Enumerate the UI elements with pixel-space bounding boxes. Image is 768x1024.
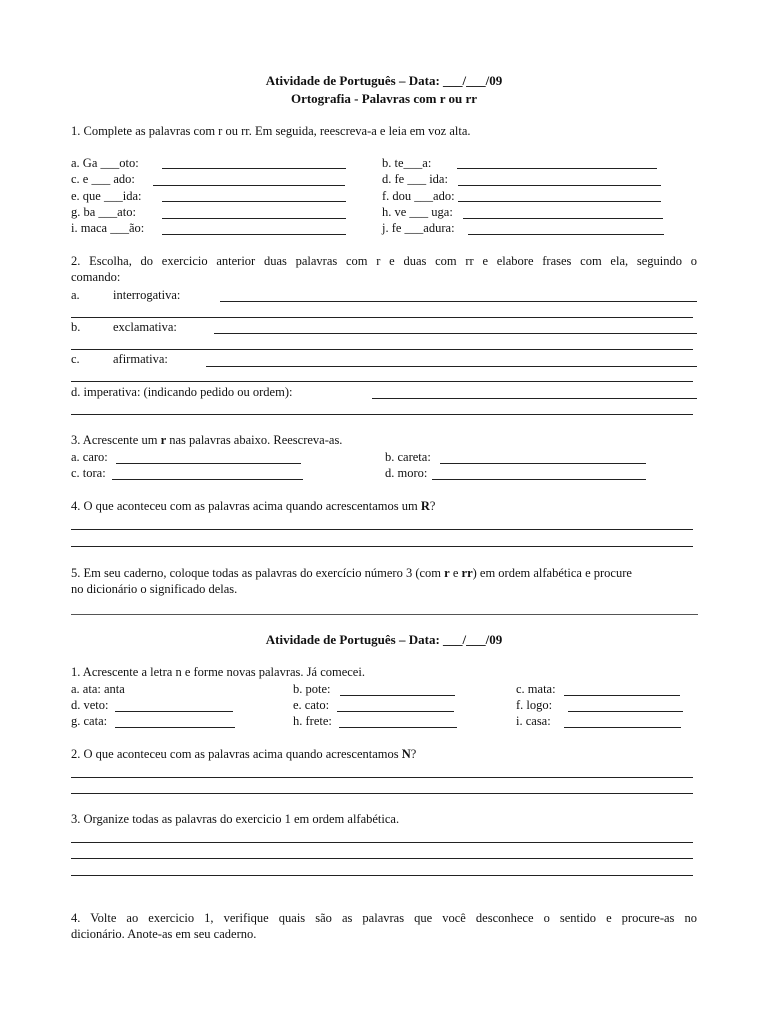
q3-answer-line-c[interactable]: [112, 479, 303, 480]
q2-prompt-line-1: 2. Escolha, do exercicio anterior duas palavras com r e duas com rr e elabore frases com ela, seguindo o: [71, 254, 697, 268]
s2-q1-item-e: e. cato:: [293, 698, 330, 712]
q1-answer-line-g[interactable]: [162, 218, 346, 219]
q2-c-answer-line[interactable]: [206, 366, 697, 367]
s2-q1-item-c: c. mata:: [516, 682, 556, 696]
q1-answer-line-c[interactable]: [153, 185, 345, 186]
s2-q1-item-a: a. ata: anta: [71, 682, 125, 696]
s2-q1-item-b: b. pote:: [293, 682, 331, 696]
s2-q3-answer-line-2[interactable]: [71, 858, 693, 859]
s2-q1-answer-line-b[interactable]: [340, 695, 455, 696]
q1-item-f: f. dou ___ado:: [382, 189, 455, 203]
q2-a-answer-line-2[interactable]: [71, 317, 693, 318]
q4-prompt-bold: R: [420, 499, 430, 513]
q2-c-letter: c.: [71, 352, 80, 366]
q1-answer-line-f[interactable]: [458, 201, 661, 202]
s2-q2-answer-line-1[interactable]: [71, 777, 693, 778]
q1-answer-line-e[interactable]: [162, 201, 346, 202]
s2-q2-prompt: [71, 747, 416, 762]
q5-prompt-line-2: no dicionário o significado delas.: [71, 582, 238, 596]
q2-prompt-line-2: comando:: [71, 270, 121, 284]
q4-prompt: [71, 499, 435, 514]
q1-item-i: i. maca ___ão:: [71, 221, 145, 235]
s2-q1-answer-line-c[interactable]: [564, 695, 680, 696]
q5-prompt-part-a: 5. Em seu caderno, coloque todas as palavras do exercício número 3 (com: [71, 566, 445, 580]
s2-q3-prompt: 3. Organize todas as palavras do exercicio 1 em ordem alfabética.: [71, 812, 400, 826]
q3-item-d: d. moro:: [385, 466, 428, 480]
q2-d-answer-line[interactable]: [372, 398, 697, 399]
s2-q1-answer-line-f[interactable]: [568, 711, 683, 712]
q1-item-e: e. que ___ida:: [71, 189, 142, 203]
s2-q4-prompt-line-2: dicionário. Anote-as em seu caderno.: [71, 927, 257, 941]
q3-item-a: a. caro:: [71, 450, 108, 464]
q3-prompt-end: nas palavras abaixo. Reescreva-as.: [166, 433, 343, 447]
q3-item-c: c. tora:: [71, 466, 106, 480]
sheet1-title: Atividade de Português – Data: ___/___/09: [265, 73, 503, 88]
sheet2-title: Atividade de Português – Data: ___/___/09: [265, 632, 503, 647]
q4-answer-line-2[interactable]: [71, 546, 693, 547]
s2-q4-prompt-line-1: 4. Volte ao exercicio 1, verifique quais são as palavras que você desconhece o sentido e procure-as no: [71, 911, 697, 925]
q1-answer-line-j[interactable]: [468, 234, 664, 235]
s2-q1-answer-line-e[interactable]: [337, 711, 454, 712]
q2-d-label: d. imperativa: (indicando pedido ou ordem):: [71, 385, 293, 399]
q1-item-j: j. fe ___adura:: [382, 221, 455, 235]
q1-answer-line-i[interactable]: [162, 234, 346, 235]
q4-prompt-end: ?: [429, 499, 436, 513]
q3-answer-line-b[interactable]: [440, 463, 646, 464]
q2-b-answer-line-2[interactable]: [71, 349, 693, 350]
s2-q2-prompt-start: 2. O que aconteceu com as palavras acima quando acrescentamos: [71, 747, 402, 761]
s2-q2-answer-line-2[interactable]: [71, 793, 693, 794]
q1-item-c: c. e ___ ado:: [71, 172, 135, 186]
s2-q1-prompt: 1. Acrescente a letra n e forme novas palavras. Já comecei.: [71, 665, 365, 679]
q1-item-b: b. te___a:: [382, 156, 432, 170]
q2-b-label: exclamativa:: [113, 320, 177, 334]
q4-prompt-start: 4. O que aconteceu com as palavras acima quando acrescentamos um: [71, 499, 421, 513]
q1-answer-line-h[interactable]: [463, 218, 663, 219]
q2-c-label: afirmativa:: [113, 352, 168, 366]
q2-a-answer-line[interactable]: [220, 301, 697, 302]
q5-prompt-bold-r: r: [444, 566, 450, 580]
s2-q3-answer-line-3[interactable]: [71, 875, 693, 876]
q1-answer-line-a[interactable]: [162, 168, 346, 169]
s2-q1-item-g: g. cata:: [71, 714, 108, 728]
q5-prompt-line-1: [71, 566, 632, 581]
s2-q1-answer-line-i[interactable]: [564, 727, 681, 728]
q2-a-label: interrogativa:: [113, 288, 181, 302]
q2-d-answer-line-2[interactable]: [71, 414, 693, 415]
sheet1-subtitle: Ortografia - Palavras com r ou rr: [290, 91, 478, 106]
s2-q3-answer-line-1[interactable]: [71, 842, 693, 843]
q1-answer-line-d[interactable]: [458, 185, 661, 186]
q3-item-b: b. careta:: [385, 450, 431, 464]
q1-item-d: d. fe ___ ida:: [382, 172, 448, 186]
q1-answer-line-b[interactable]: [457, 168, 657, 169]
q4-answer-line-1[interactable]: [71, 529, 693, 530]
s2-q2-prompt-end: ?: [410, 747, 417, 761]
s2-q1-item-i: i. casa:: [516, 714, 551, 728]
worksheet-divider: [71, 614, 698, 615]
q5-prompt-bold-rr: rr: [461, 566, 473, 580]
s2-q1-item-h: h. frete:: [293, 714, 332, 728]
q3-answer-line-a[interactable]: [116, 463, 301, 464]
q3-prompt-bold: r: [160, 433, 167, 447]
q1-item-h: h. ve ___ uga:: [382, 205, 453, 219]
q3-prompt: [71, 433, 342, 448]
q3-answer-line-d[interactable]: [432, 479, 646, 480]
q2-b-letter: b.: [71, 320, 81, 334]
q1-prompt: 1. Complete as palavras com r ou rr. Em seguida, reescreva-a e leia em voz alta.: [71, 124, 471, 138]
q1-item-a: a. Ga ___oto:: [71, 156, 139, 170]
s2-q2-prompt-bold: N: [401, 747, 411, 761]
s2-q1-answer-line-d[interactable]: [115, 711, 233, 712]
s2-q1-answer-line-h[interactable]: [339, 727, 457, 728]
s2-q1-answer-line-g[interactable]: [115, 727, 235, 728]
q2-c-answer-line-2[interactable]: [71, 381, 693, 382]
s2-q1-item-f: f. logo:: [516, 698, 553, 712]
s2-q1-item-d: d. veto:: [71, 698, 109, 712]
q5-prompt-part-c: e: [449, 566, 462, 580]
q2-b-answer-line[interactable]: [214, 333, 697, 334]
q1-item-g: g. ba ___ato:: [71, 205, 136, 219]
q2-a-letter: a.: [71, 288, 80, 302]
q3-prompt-start: 3. Acrescente um: [71, 433, 161, 447]
q5-prompt-part-d: ) em ordem alfabética e procure: [472, 566, 632, 580]
